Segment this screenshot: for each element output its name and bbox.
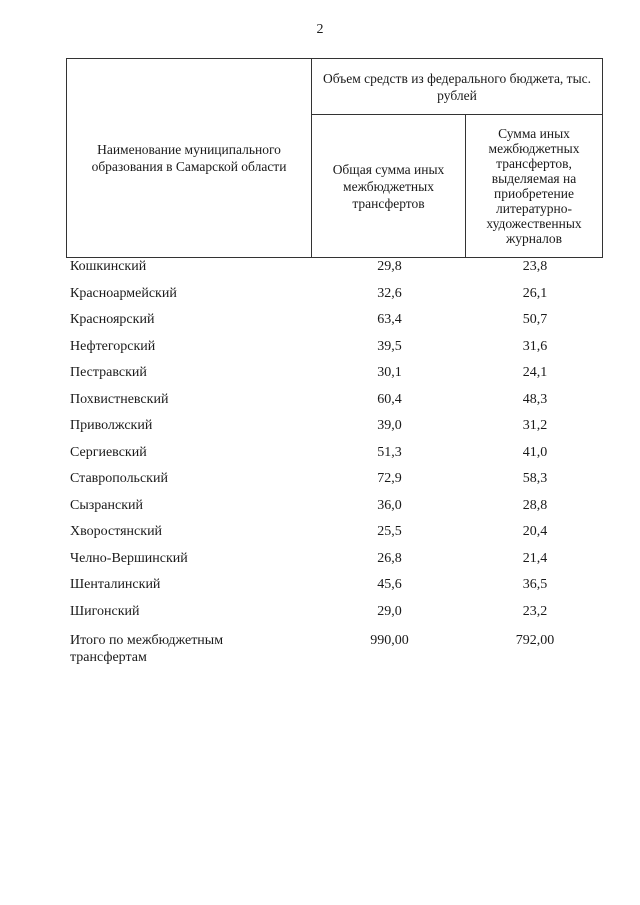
total-value: 990,00 (370, 633, 409, 648)
row-name: Сергиевский (70, 444, 147, 460)
table-row (0, 418, 640, 445)
row-name: Пестравский (70, 365, 147, 380)
row-subset: 31,2 (522, 418, 548, 433)
row-total: 51,3 (377, 444, 402, 460)
table-row (0, 365, 640, 392)
total-label: Итого по межбюджетным трансфертам (70, 633, 224, 665)
row-total: 39,5 (377, 338, 402, 354)
row-subset: 48,3 (522, 391, 548, 407)
row-subset: 21,4 (522, 550, 548, 566)
table-row (0, 604, 640, 631)
row-subset: 23,8 (522, 259, 548, 274)
total-subset-value: 792,00 (515, 633, 555, 648)
row-name: Шенталинский (70, 577, 161, 592)
row-subset: 58,3 (522, 471, 548, 486)
row-subset: 28,8 (522, 497, 548, 513)
table-row (0, 286, 640, 313)
row-subset: 24,1 (522, 365, 548, 380)
row-name: Сызранский (70, 497, 143, 513)
row-total: 36,0 (377, 497, 402, 513)
table-row (0, 392, 640, 419)
row-total: 60,4 (377, 391, 402, 407)
row-name: Приволжский (70, 418, 153, 433)
table-row (0, 524, 640, 551)
row-subset: 26,1 (522, 285, 548, 301)
row-subset: 36,5 (522, 577, 548, 592)
table-row (0, 471, 640, 498)
row-name: Красноярский (70, 312, 155, 327)
table-row (0, 498, 640, 525)
header-subset: Сумма иных межбюджетных трансфертов, выделяемая на приобретение литературно-художественных журналов (486, 126, 582, 246)
header-name: Наименование муниципального образования в Самарской области (67, 59, 312, 257)
table-row (0, 339, 640, 366)
row-name: Ставропольский (70, 471, 168, 486)
row-subset: 23,2 (522, 603, 548, 619)
row-subset: 20,4 (522, 524, 548, 539)
row-total: 32,6 (377, 285, 402, 301)
row-total: 63,4 (377, 312, 402, 327)
row-name: Красноармейский (70, 285, 177, 301)
row-total: 45,6 (377, 577, 402, 592)
row-total: 29,8 (377, 259, 402, 274)
table-header (66, 58, 603, 258)
row-total: 29,0 (377, 603, 402, 619)
table-row (0, 312, 640, 339)
row-total: 26,8 (377, 550, 402, 566)
row-name: Челно-Вершинский (70, 550, 188, 566)
row-total: 39,0 (377, 418, 402, 433)
header-volume: Объем средств из федерального бюджета, тыс. рублей (312, 59, 602, 115)
row-total: 30,1 (377, 365, 402, 380)
row-name: Нефтегорский (70, 338, 156, 354)
table-row (0, 577, 640, 604)
table-body (0, 259, 640, 672)
row-name: Хворостянский (70, 524, 163, 539)
row-total: 25,5 (377, 524, 402, 539)
row-total: 72,9 (377, 471, 402, 486)
row-subset: 41,0 (522, 444, 548, 460)
table-row (0, 259, 640, 286)
page-number: 2 (316, 22, 324, 37)
header-total: Общая сумма иных межбюджетных трансфертов (312, 115, 466, 257)
row-subset: 31,6 (522, 338, 548, 354)
row-name: Кошкинский (70, 259, 147, 274)
row-name: Похвистневский (70, 391, 169, 407)
table-row (0, 551, 640, 578)
row-subset: 50,7 (522, 312, 548, 327)
table-row (0, 445, 640, 472)
row-name: Шигонский (70, 603, 140, 619)
table-total-row (0, 632, 640, 672)
